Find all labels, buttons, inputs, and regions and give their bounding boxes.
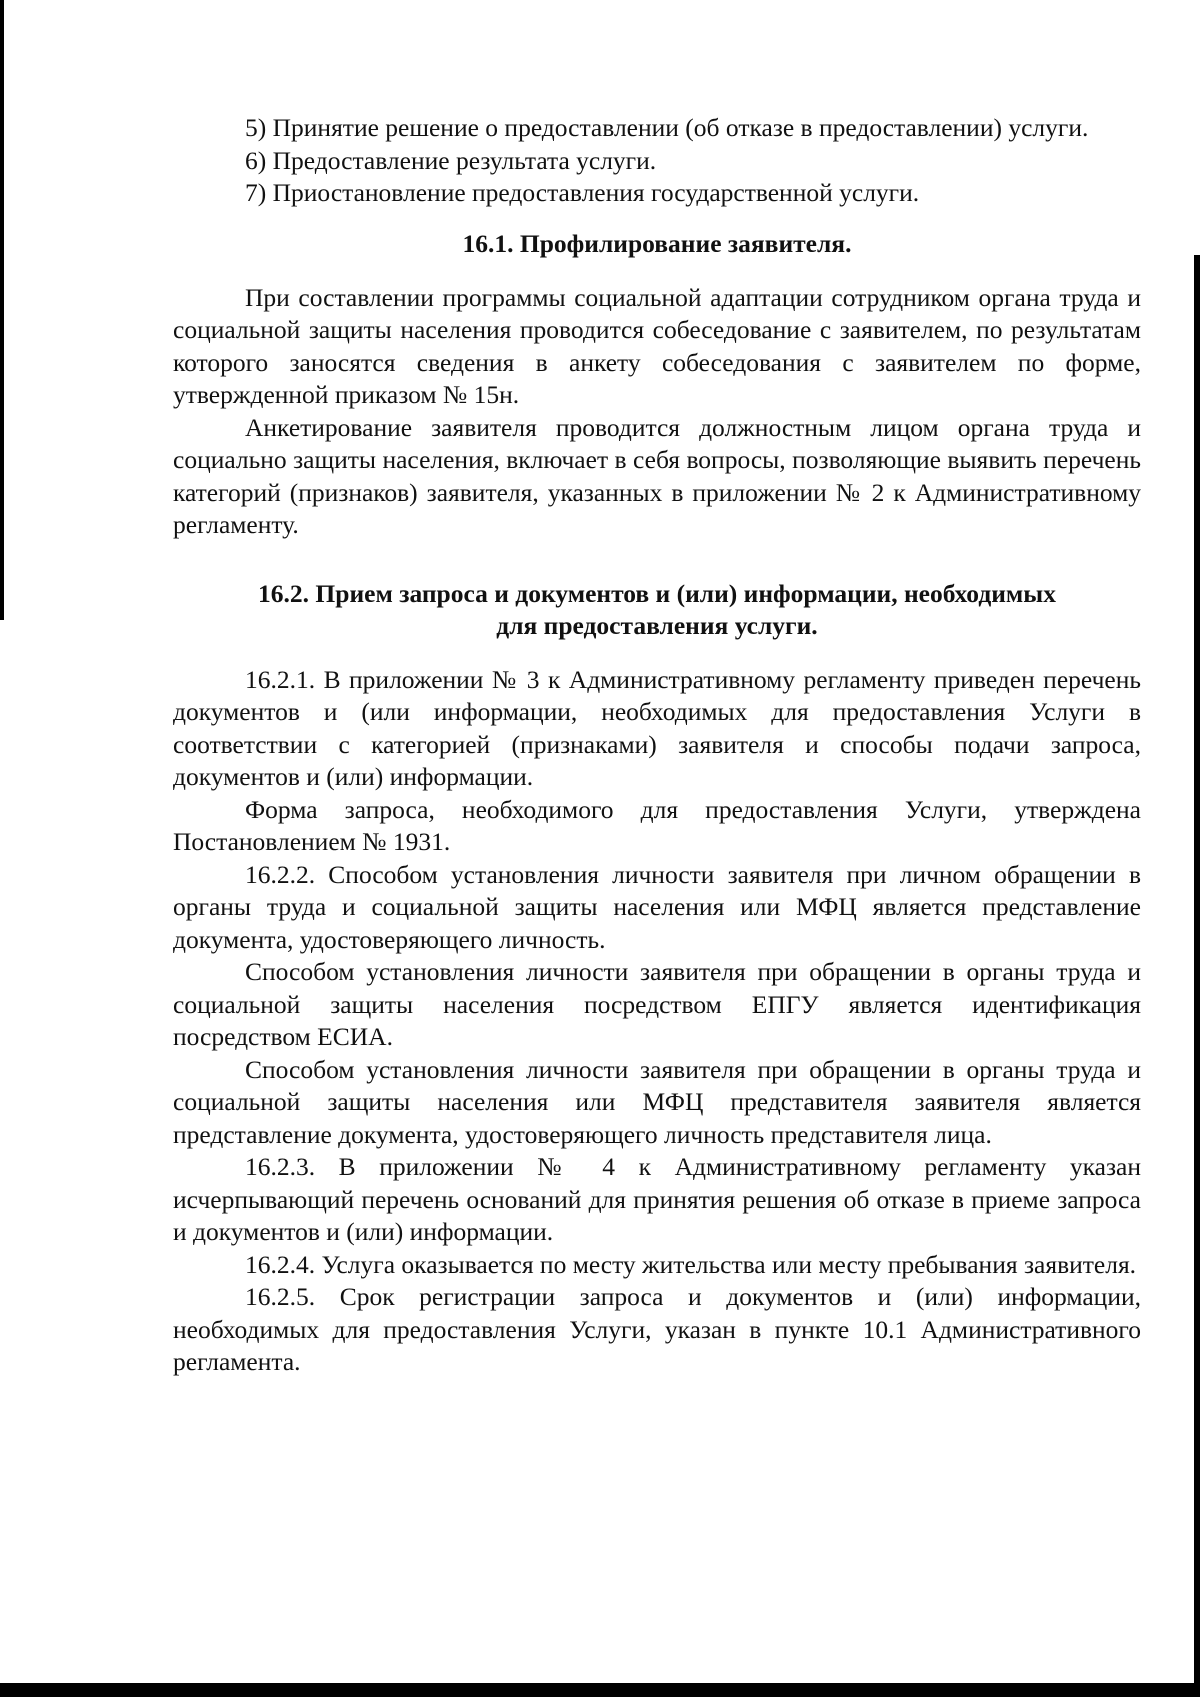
paragraph: 16.2.2. Способом установления личности заявителя при личном обращении в органы труда и социальной защиты населения или МФЦ является представление документа, удостоверяющего личность. <box>173 859 1141 954</box>
paragraph: Анкетирование заявителя проводится должностным лицом органа труда и социально защиты населения, включает в себя вопросы, позволяющие выявить перечень категорий (признаков) заявителя, указанных в приложении № 2 к Административному регламенту. <box>173 412 1141 539</box>
paragraph: 16.2.3. В приложении № 4 к Административному регламенту указан исчерпывающий перечень оснований для принятия решения об отказе в приеме запроса и документов и (или) информации. <box>173 1152 1141 1246</box>
paragraph: 16.2.1. В приложении № 3 к Административному регламенту приведен перечень документов и (или информации, необходимых для предоставления Услуги в соответствии с категорией (признаками) заявителя и способы подачи запроса, документов и (или) информации. <box>173 664 1141 791</box>
scan-border-bottom <box>0 1683 1200 1697</box>
paragraph: При составлении программы социальной адаптации сотрудником органа труда и социальной защиты населения проводится собеседование с заявителем, по результатам которого заносятся сведения в анкету собеседования с заявителем по форме, утвержденной приказом № 15н. <box>173 282 1141 409</box>
section-16-2-heading-line2: для предоставления услуги. <box>496 610 818 640</box>
paragraph: 16.2.4. Услуга оказывается по месту жительства или месту пребывания заявителя. <box>245 1249 1137 1279</box>
section-16-2-heading-line1: 16.2. Прием запроса и документов и (или) информации, необходимых <box>258 578 1056 608</box>
paragraph: Способом установления личности заявителя при обращении в органы труда и социальной защиты населения посредством ЕПГУ является идентификация посредством ЕСИА. <box>173 957 1141 1051</box>
document-page <box>173 112 1141 1379</box>
scan-border-right <box>1194 255 1200 1697</box>
paragraph: 16.2.5. Срок регистрации запроса и документов и (или) информации, необходимых для предоставления Услуги, указан в пункте 10.1 Административного регламента. <box>173 1282 1141 1376</box>
paragraph: Форма запроса, необходимого для предоставления Услуги, утверждена Постановлением № 1931. <box>173 794 1141 856</box>
scan-border-left <box>0 0 4 620</box>
section-16-2-heading <box>173 578 1141 642</box>
section-16-1-heading: 16.1. Профилирование заявителя. <box>462 228 852 258</box>
list-item-7: 7) Приостановление предоставления государственной услуги. <box>245 178 920 207</box>
list-item-6: 6) Предоставление результата услуги. <box>245 145 657 175</box>
list-item-5: 5) Принятие решение о предоставлении (об отказе в предоставлении) услуги. <box>245 113 1089 142</box>
paragraph: Способом установления личности заявителя при обращении в органы труда и социальной защиты населения или МФЦ представителя заявителя является представление документа, удостоверяющего личность представителя лица. <box>173 1054 1141 1149</box>
